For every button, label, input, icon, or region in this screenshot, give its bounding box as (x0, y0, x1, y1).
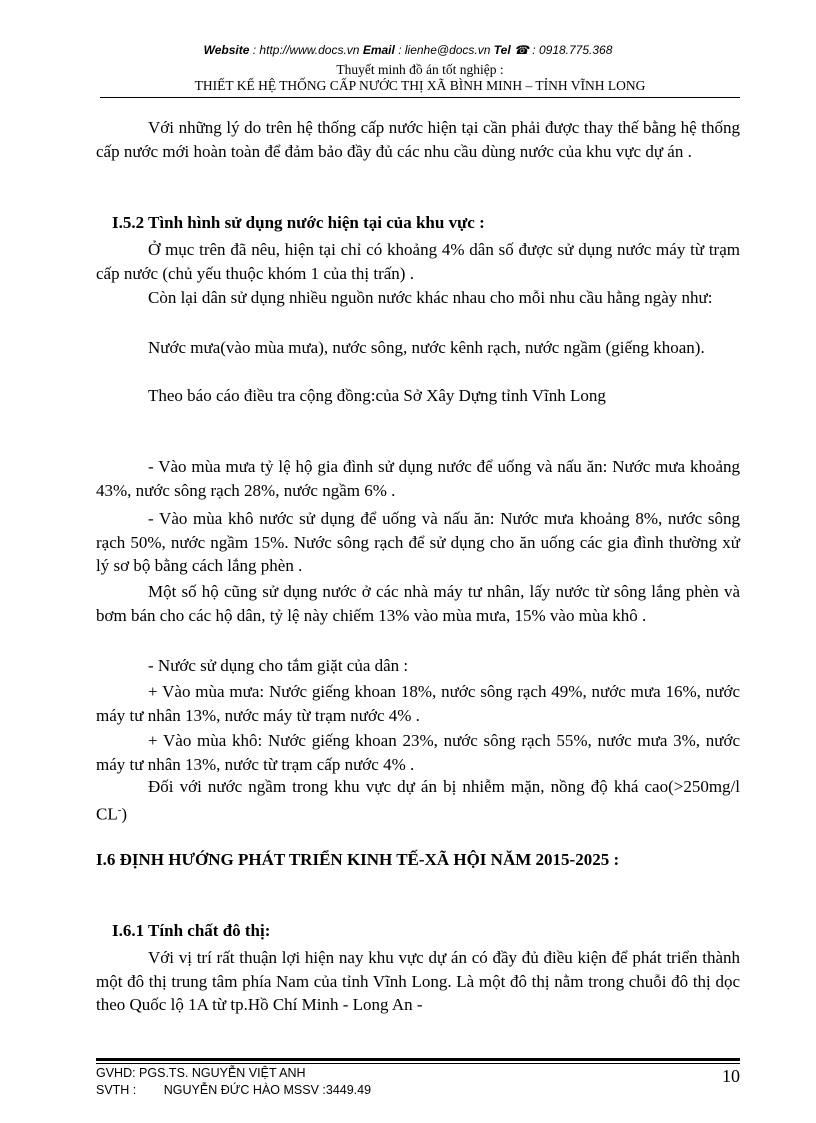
paragraph-private-plants: Một số hộ cũng sử dụng nước ở các nhà máy tư nhân, lấy nước từ sông lắng phèn và bơm bán cho các hộ dân, tỷ lệ này chiếm 13% vào mùa mưa, 15% vào mùa khô . (96, 582, 740, 625)
heading-i-5-2: I.5.2 Tình hình sử dụng nước hiện tại của khu vực : (112, 213, 485, 232)
page-number: 10 (722, 1066, 740, 1086)
header-divider (100, 97, 740, 98)
email-label: Email (362, 43, 395, 57)
footer-divider-thin (96, 1063, 740, 1064)
footer-student-value: NGUYỄN ĐỨC HÀO MSSV :3449.49 (163, 1083, 372, 1097)
paragraph-urban-nature: Với vị trí rất thuận lợi hiện nay khu vực dự án có đầy đủ điều kiện để phát triển thành một đô thị trung tâm phía Nam của tỉnh Vĩnh Long. Là một đô thị nằm trong chuỗi đô thị dọc theo Quốc lộ 1A từ tp.Hồ Chí Minh - Long An - (96, 948, 740, 1014)
paragraph-groundwater (96, 775, 740, 826)
paragraph-rainy-season: - Vào mùa mưa tỷ lệ hộ gia đình sử dụng nước để uống và nấu ăn: Nước mưa khoảng 43%, nước sông rạch 28%, nước ngầm 6% . (96, 457, 740, 500)
tel-label: Tel (493, 43, 511, 57)
footer-student-label: SVTH : (96, 1083, 137, 1097)
thesis-header (100, 62, 740, 94)
tel-value: ☎ : 0918.775.368 (514, 43, 613, 57)
paragraph-washing-dry: + Vào mùa khô: Nước giếng khoan 23%, nước sông rạch 55%, nước mưa 3%, nước máy tư nhân 13%, nước từ trạm cấp nước 4% . (96, 731, 740, 774)
site-header (0, 43, 816, 57)
groundwater-text: Đối với nước ngầm trong khu vực dự án bị nhiễm mặn, nồng độ khá cao(>250mg/l CL (96, 777, 740, 824)
footer-divider-thick (96, 1058, 740, 1061)
heading-i-6-1: I.6.1 Tính chất đô thị: (112, 921, 271, 940)
footer-supervisor: GVHD: PGS.TS. NGUYỄN VIỆT ANH (96, 1066, 306, 1080)
paragraph-sources-list: Nước mưa(vào mùa mưa), nước sông, nước kênh rạch, nước ngầm (giếng khoan). (148, 338, 705, 357)
website-label: Website (203, 43, 250, 57)
paragraph-other-sources: Còn lại dân sử dụng nhiều nguồn nước khác nhau cho mỗi nhu cầu hằng ngày như: (148, 288, 713, 307)
thesis-header-line1: Thuyết minh đồ án tốt nghiệp : (336, 62, 504, 77)
paragraph-current-usage: Ở mục trên đã nêu, hiện tại chỉ có khoảng 4% dân số được sử dụng nước máy từ trạm cấp nước (chủ yếu thuộc khóm 1 của thị trấn) . (96, 240, 740, 283)
paragraph-intro: Với những lý do trên hệ thống cấp nước hiện tại cần phải được thay thế bằng hệ thống cấp nước mới hoàn toàn để đảm bảo đầy đủ các nhu cầu dùng nước của khu vực dự án . (96, 118, 740, 161)
paragraph-washing-rainy: + Vào mùa mưa: Nước giếng khoan 18%, nước sông rạch 49%, nước mưa 16%, nước máy tư nhân 13%, nước máy từ trạm nước 4% . (96, 682, 740, 725)
footer-student (96, 1083, 371, 1097)
website-url[interactable]: : http://www.docs.vn (252, 43, 360, 57)
heading-i-6: I.6 ĐỊNH HƯỚNG PHÁT TRIỂN KINH TẾ-XÃ HỘI NĂM 2015-2025 : (96, 850, 620, 869)
chloride-charge: - (117, 803, 122, 816)
email-value[interactable]: : lienhe@docs.vn (398, 43, 491, 57)
paragraph-washing: - Nước sử dụng cho tắm giặt của dân : (148, 656, 409, 675)
thesis-header-title: THIẾT KẾ HỆ THỐNG CẤP NƯỚC THỊ XÃ BÌNH MINH – TỈNH VĨNH LONG (194, 78, 646, 93)
paragraph-survey: Theo báo cáo điều tra cộng đồng:của Sở Xây Dựng tỉnh Vĩnh Long (148, 386, 606, 405)
paragraph-dry-season: - Vào mùa khô nước sử dụng để uống và nấu ăn: Nước mưa khoảng 8%, nước sông rạch 50%, nước ngầm 15%. Nước sông rạch để sử dụng cho ăn uống các gia đình thường xử lý sơ bộ bằng cách lắng phèn . (96, 509, 740, 575)
groundwater-text-end: ) (121, 804, 128, 824)
